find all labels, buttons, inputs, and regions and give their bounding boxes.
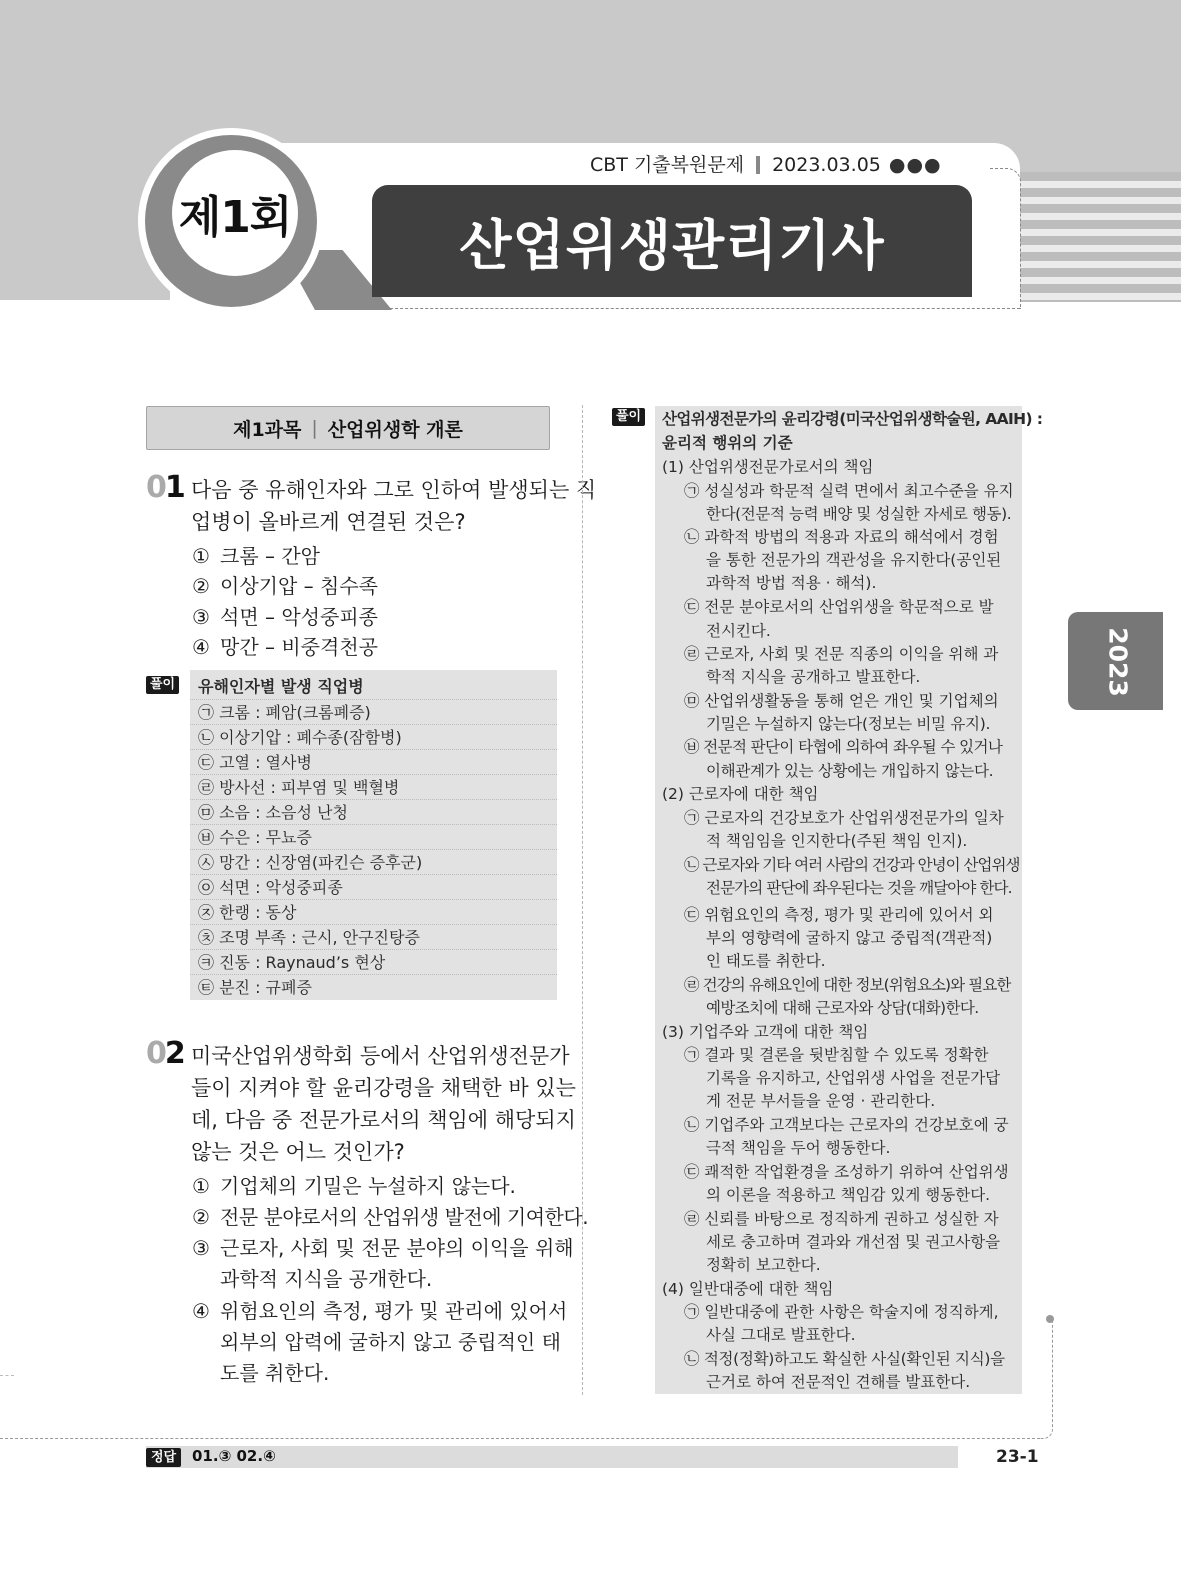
solution-1-item: ㉩ 조명 부족 : 근시, 안구진탕증 <box>198 928 420 947</box>
sol2-line: 기밀은 누설하지 않는다(정보는 비밀 유지). <box>706 715 991 733</box>
solution-1-item: ㉣ 방사선 : 피부염 및 백혈병 <box>198 778 400 797</box>
footer-dashed-line <box>0 1438 1040 1439</box>
sol2-line: 전문가의 판단에 좌우된다는 것을 깨달아야 한다. <box>706 879 1012 897</box>
question-2-line-1: 미국산업위생학회 등에서 산업위생전문가 <box>191 1044 570 1068</box>
solution-1-item: ㉨ 한랭 : 동상 <box>198 903 297 922</box>
dots-ornament: ●●● <box>888 154 942 176</box>
sol2-line: (2) 근로자에 대한 책임 <box>662 785 819 803</box>
title-banner <box>372 185 972 297</box>
sol2-line: 윤리적 행위의 기준 <box>662 434 793 452</box>
solution-1-item: ㉤ 소음 : 소음성 난청 <box>198 803 348 822</box>
q2-option-3-cont: 과학적 지식을 공개한다. <box>220 1267 433 1291</box>
sol2-line: 의 이론을 적용하고 책임감 있게 행동한다. <box>706 1186 991 1204</box>
sol2-line: 근거로 하여 전문적인 견해를 발표한다. <box>706 1373 971 1391</box>
side-dashed-frame <box>1038 1320 1053 1439</box>
sol2-line: 사실 그대로 발표한다. <box>706 1326 856 1344</box>
question-2-line-3: 데, 다음 중 전문가로서의 책임에 해당되지 <box>191 1108 576 1132</box>
answer-tag: 정답 <box>146 1448 181 1467</box>
sol2-line: 예방조치에 대해 근로자와 상담(대화)한다. <box>706 999 979 1017</box>
column-divider <box>582 405 583 1395</box>
q2-option-4: ④ 위험요인의 측정, 평가 및 관리에 있어서 <box>192 1299 568 1323</box>
solution-tag-2: 풀이 <box>612 408 645 426</box>
exam-info <box>590 150 942 177</box>
separator-bar <box>756 156 760 174</box>
sol2-line: 정확히 보고한다. <box>706 1256 821 1274</box>
sol2-line: ㉣ 근로자, 사회 및 전문 직종의 이익을 위해 과 <box>684 645 999 663</box>
sol2-line: 을 통한 전문가의 객관성을 유지한다(공인된 <box>706 551 1002 569</box>
round-badge <box>172 150 298 276</box>
sol2-line: ㉠ 결과 및 결론을 뒷받침할 수 있도록 정확한 <box>684 1046 989 1064</box>
year-side-label: 2023 <box>1103 627 1133 697</box>
sol2-line: ㉢ 전문 분야로서의 산업위생을 학문적으로 발 <box>684 598 994 616</box>
sol2-line: ㉠ 근로자의 건강보호가 산업위생전문가의 일차 <box>684 809 1004 827</box>
sol2-line: 학적 지식을 공개하고 발표한다. <box>706 668 921 686</box>
q1-option-3: ③ 석면 – 악성중피종 <box>192 605 378 629</box>
sol2-line: 세로 충고하며 결과와 개선점 및 권고사항을 <box>706 1233 1001 1251</box>
sol2-line: (1) 산업위생전문가로서의 책임 <box>662 458 874 476</box>
year-side-tab <box>1068 612 1163 710</box>
q1-option-1: ① 크롬 – 간암 <box>192 544 320 568</box>
solution-1-heading: 유해인자별 발생 직업병 <box>198 677 364 696</box>
subject-heading <box>146 406 550 450</box>
question-number-1: 01 <box>146 470 184 505</box>
sol2-line: ㉠ 일반대중에 관한 사항은 학술지에 정직하게, <box>684 1303 999 1321</box>
header-stripes <box>1018 172 1181 302</box>
solution-tag-1: 풀이 <box>146 676 179 694</box>
question-1-line-1: 다음 중 유해인자와 그로 인하여 발생되는 직 <box>191 478 597 502</box>
page-number: 23-1 <box>996 1447 1039 1467</box>
sol2-line: 극적 책임을 두어 행동한다. <box>706 1139 891 1157</box>
sol2-line: ㉠ 성실성과 학문적 실력 면에서 최고수준을 유지 <box>684 482 1014 500</box>
sol2-line: 과학적 방법 적용 · 해석). <box>706 574 877 592</box>
q2-option-1: ① 기업체의 기밀은 누설하지 않는다. <box>192 1174 516 1198</box>
sol2-line: (4) 일반대중에 대한 책임 <box>662 1280 834 1298</box>
sol2-line: 부의 영향력에 굴하지 않고 중립적(객관적) <box>706 929 993 947</box>
subject-prefix: 제1과목 <box>233 418 302 441</box>
sol2-line: 전시킨다. <box>706 622 771 640</box>
solution-1-item: ㉧ 석면 : 악성중피종 <box>198 878 343 897</box>
solution-1-item: ㉪ 진동 : Raynaud’s 현상 <box>198 953 386 972</box>
sol2-line: ㉢ 쾌적한 작업환경을 조성하기 위하여 산업위생 <box>684 1163 1009 1181</box>
sol2-line: ㉢ 위험요인의 측정, 평가 및 관리에 있어서 외 <box>684 906 994 924</box>
sol2-line: ㉡ 적정(정확)하고도 확실한 사실(확인된 지식)을 <box>684 1350 1005 1368</box>
sol2-line: 게 전문 부서들을 운영 · 관리한다. <box>706 1092 936 1110</box>
q2-option-4-cont: 도를 취한다. <box>220 1361 330 1385</box>
sol2-line: ㉡ 과학적 방법의 적용과 자료의 해석에서 경험 <box>684 528 999 546</box>
q2-option-3: ③ 근로자, 사회 및 전문 분야의 이익을 위해 <box>192 1236 574 1260</box>
solution-1-item: ㉡ 이상기압 : 폐수종(잠함병) <box>198 728 402 747</box>
question-number-2: 02 <box>146 1036 184 1071</box>
sol2-line: (3) 기업주와 고객에 대한 책임 <box>662 1023 869 1041</box>
sol2-line: 적 책임임을 인지한다(주된 책임 인지). <box>706 832 968 850</box>
header-dashed-line <box>370 308 1020 309</box>
answer-key: 01.③ 02.④ <box>192 1447 276 1465</box>
sol2-line: ㉤ 산업위생활동을 통해 얻은 개인 및 기업체의 <box>684 692 999 710</box>
sol2-line: 한다(전문적 능력 배양 및 성실한 자세로 행동). <box>706 505 1012 523</box>
sol2-line: ㉥ 전문적 판단이 타협에 의하여 좌우될 수 있거나 <box>684 738 1003 756</box>
sol2-line: 인 태도를 취한다. <box>706 952 826 970</box>
exam-label: CBT 기출복원문제 <box>590 154 745 176</box>
sol2-line: ㉡ 기업주와 고객보다는 근로자의 건강보호에 궁 <box>684 1116 1009 1134</box>
q2-option-4-cont: 외부의 압력에 굴하지 않고 중립적인 태 <box>220 1330 561 1354</box>
solution-1-item: ㉥ 수은 : 무뇨증 <box>198 828 312 847</box>
sol2-line: 이해관계가 있는 상황에는 개입하지 않는다. <box>706 762 994 780</box>
sol2-line: ㉣ 신뢰를 바탕으로 정직하게 권하고 성실한 자 <box>684 1210 999 1228</box>
solution-1-item: ㉢ 고열 : 열사병 <box>198 753 312 772</box>
header-dashed-frame <box>990 168 1021 309</box>
q1-option-4: ④ 망간 – 비중격천공 <box>192 635 378 659</box>
sol2-line: 산업위생전문가의 윤리강령(미국산업위생학술원, AAIH) : <box>662 410 1043 428</box>
question-2-line-4: 않는 것은 어느 것인가? <box>191 1140 405 1164</box>
solution-1-item: ㉫ 분진 : 규폐증 <box>198 978 312 997</box>
exam-date: 2023.03.05 <box>772 154 881 176</box>
page-title: 산업위생관리기사 <box>459 213 885 277</box>
q2-option-2: ② 전문 분야로서의 산업위생 발전에 기여한다. <box>192 1205 589 1229</box>
sol2-line: ㉡ 근로자와 기타 여러 사람의 건강과 안녕이 산업위생 <box>684 856 1020 874</box>
sol2-line: ㉣ 건강의 유해요인에 대한 정보(위험요소)와 필요한 <box>684 976 1011 994</box>
question-1-line-2: 업병이 올바르게 연결된 것은? <box>191 510 466 534</box>
subject-separator: | <box>311 417 318 439</box>
sol2-line: 기록을 유지하고, 산업위생 사업을 전문가답 <box>706 1069 1001 1087</box>
solution-1-item: ㉦ 망간 : 신장염(파킨슨 증후군) <box>198 853 423 872</box>
solution-1-item: ㉠ 크롬 : 폐암(크롬폐증) <box>198 703 371 722</box>
question-2-line-2: 들이 지켜야 할 윤리강령을 채택한 바 있는 <box>191 1076 576 1100</box>
q1-option-2: ② 이상기압 – 침수족 <box>192 574 378 598</box>
subject-name: 산업위생학 개론 <box>327 418 463 441</box>
round-label: 제1회 <box>178 192 292 243</box>
left-margin-dash <box>0 1375 14 1376</box>
